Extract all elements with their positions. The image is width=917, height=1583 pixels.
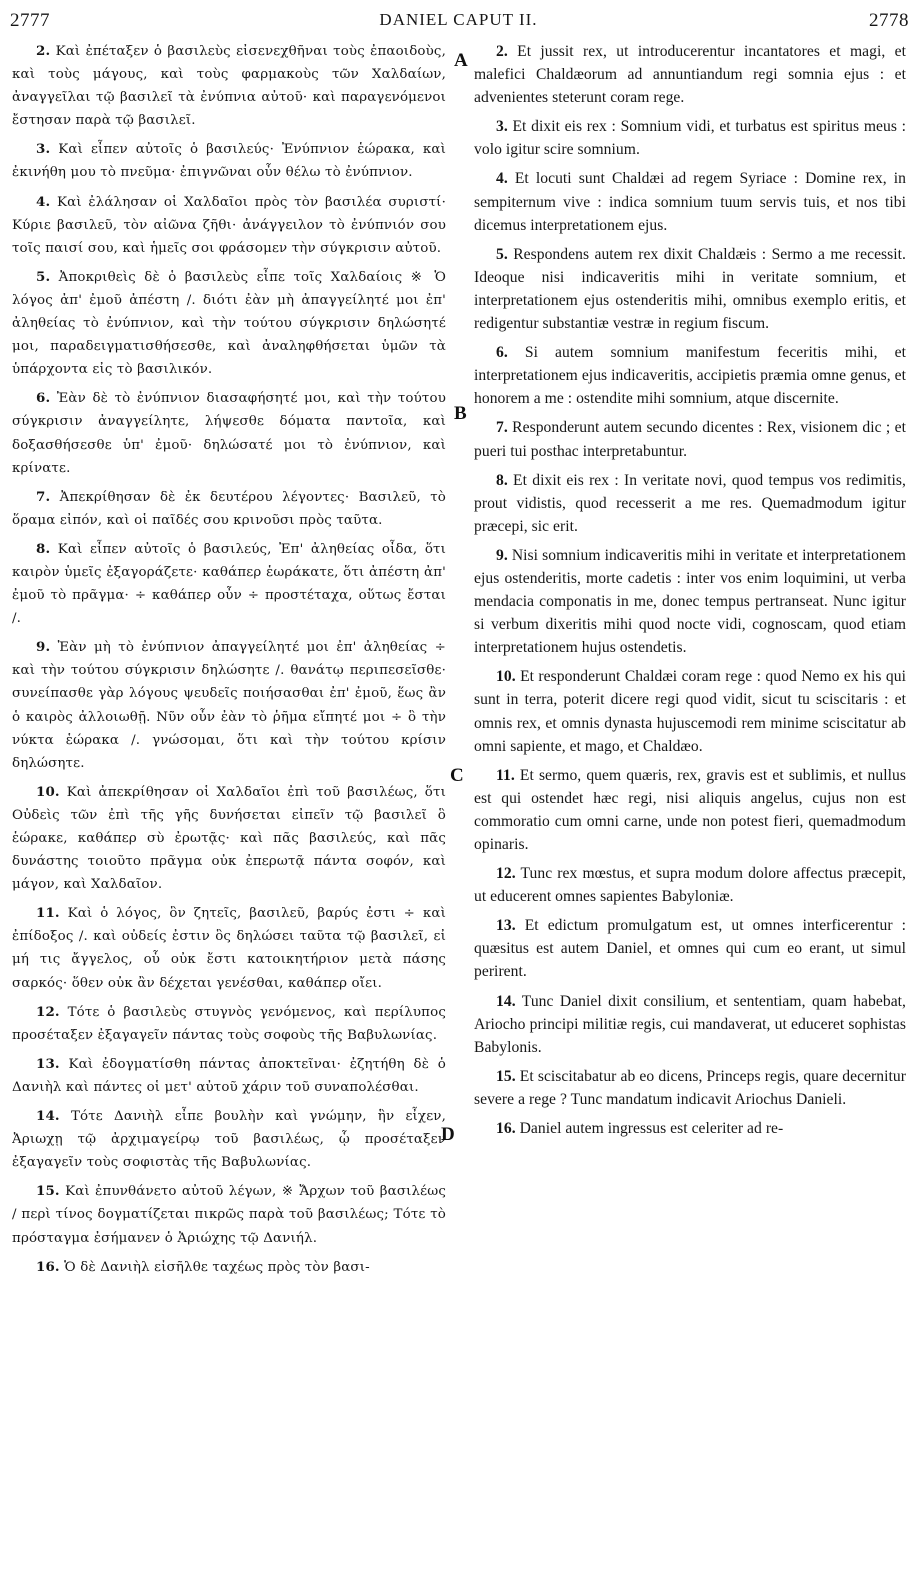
verse-text: Καὶ ἀπεκρίθησαν οἱ Χαλδαῖοι ἐπὶ τοῦ βασιλέως, ὅτι Οὐδεὶς τῶν ἐπὶ τῆς γῆς δυνήσεται εἰπεῖν τῷ βασιλεῖ ὃ ἑώρακε, καθάπερ σὺ ἐρωτᾷς· καὶ πᾶς βασιλεύς, καὶ πᾶς δυνάστης τοιοῦτο πρᾶγμα οὐκ ἐπερωτᾷ πάντα σοφόν, καὶ μάγον, καὶ Χαλδαῖον. <box>12 784 446 893</box>
verse-text: Et sermo, quem quæris, rex, gravis est et sublimis, et nullus est qui ostendet hæc regi, nisi aliquis angelus, cujus non est commoratio cum omni carne, unde non potest fieri, quemadmodum opinaris. <box>474 766 906 853</box>
verse-number: 11. <box>496 766 515 784</box>
verse-text: Et jussit rex, ut introducerentur incantatores et magi, et malefici Chaldæorum ad annuntiandum regi somnia ejus : et advenientes steterunt coram rege. <box>474 43 906 107</box>
latin-verse <box>474 416 906 462</box>
verse-text: Ἐὰν μὴ τὸ ἐνύπνιον ἀπαγγείλητέ μοι ἐπ' ἀληθείας ÷ καὶ τὴν τούτου σύγκρισιν δηλώσητε /. θανάτῳ περιπεσεῖσθε· συνείπασθε γὰρ λόγους ψευδεῖς ποιήσασθαι ἐπ' ἐμοῦ, ἕως ἂν ὁ καιρὸς ἀλλοιωθῇ. Νῦν οὖν ἐὰν τὸ ῥῆμα εἴπητέ μοι ÷ ὃ τὴν νύκτα ἑώρακα /. γνώσομαι, ὅτι καὶ τὴν τούτου κρίσιν δηλώσητε. <box>12 640 446 771</box>
latin-verse <box>474 341 906 410</box>
verse-number: 14. <box>36 1108 60 1125</box>
verse-number: 4. <box>36 193 51 210</box>
greek-verse <box>12 1053 446 1099</box>
verse-text: Καὶ ἐλάλησαν οἱ Χαλδαῖοι πρὸς τὸν βασιλέα συριστί· Κύριε βασιλεῦ, τὸν αἰῶνα ζῆθι· ἀνάγγειλον τὸ ἐνύπνιόν σου τοῖς παισί σου, καὶ ἡμεῖς σοι φράσομεν τὴν σύγκρισιν αὐτοῦ. <box>12 194 446 256</box>
margin-letter-b: B <box>454 403 467 424</box>
verse-number: 16. <box>496 1120 516 1138</box>
verse-text: Et responderunt Chaldæi coram rege : quod Nemo ex his qui sunt in terra, poterit dicere regi quod vidit, sicut tu sciscitaris : et omnis rex, et omnis dynasta hujuscemodi rem minime sciscitatur ab omni sapiente, et mago, et Chaldæo. <box>474 668 906 755</box>
verse-number: 8. <box>36 540 51 557</box>
greek-verse <box>12 486 446 532</box>
verse-text: Ὁ δὲ Δανιὴλ εἰσῆλθε ταχέως πρὸς τὸν βασι- <box>64 1259 370 1275</box>
verse-number: 15. <box>496 1067 516 1085</box>
greek-verse <box>12 1105 446 1174</box>
verse-text: Daniel autem ingressus est celeriter ad re- <box>519 1120 784 1138</box>
verse-text: Et edictum promulgatum est, ut omnes interficerentur : quæsitus est autem Daniel, et omnes qui cum eo erant, ut simul perirent. <box>474 917 906 981</box>
greek-verse <box>12 191 446 260</box>
latin-verse <box>474 469 906 538</box>
verse-number: 7. <box>36 488 51 505</box>
verse-number: 4. <box>496 170 508 188</box>
verse-text: Τότε Δανιὴλ εἶπε βουλὴν καὶ γνώμην, ἣν εἶχεν, Ἀριωχῃ τῷ ἀρχιμαγείρῳ τοῦ βασιλέως, ᾧ προσέταξεν ἐξαγαγεῖν τοὺς σοφιστὰς τῆς Βαβυλωνίας. <box>12 1109 446 1171</box>
greek-verse <box>12 266 446 381</box>
verse-text: Καὶ ἐδογματίσθη πάντας ἀποκτεῖναι· ἐζητήθη δὲ ὁ Δανιὴλ καὶ πάντες οἱ μετ' αὐτοῦ χάριν τοῦ συναπολέσθαι. <box>12 1056 446 1095</box>
verse-text: Καὶ εἶπεν αὐτοῖς ὁ βασιλεύς· Ἐνύπνιον ἑώρακα, καὶ ἐκινήθη μου τὸ πνεῦμα· ἐπιγνῶναι οὖν θέλω τὸ ἐνύπνιον. <box>12 142 446 181</box>
latin-verse <box>474 1117 906 1140</box>
latin-verse <box>474 665 906 757</box>
latin-verse <box>474 862 906 908</box>
greek-verse <box>12 1180 446 1249</box>
latin-verse <box>474 990 906 1059</box>
greek-verse <box>12 902 446 994</box>
verse-number: 13. <box>36 1055 60 1072</box>
verse-text: Et sciscitabatur ab eo dicens, Princeps regis, quare decernitur severe a rege ? Tunc mandatum indicavit Ariochus Danieli. <box>474 1067 906 1108</box>
running-title: DANIEL CAPUT II. <box>379 10 538 29</box>
latin-verse <box>474 115 906 161</box>
verse-number: 14. <box>496 992 516 1010</box>
verse-number: 6. <box>36 390 51 407</box>
verse-number: 8. <box>496 471 508 489</box>
verse-text: Ἀποκριθεὶς δὲ ὁ βασιλεὺς εἶπε τοῖς Χαλδαίοις ※ Ὁ λόγος ἀπ' ἐμοῦ ἀπέστη /. διότι ἐὰν μὴ ἀπαγγείλητέ μοι ἐπ' ἀληθείας τὸ ἐνύπνιον, καὶ τὴν τούτου σύγκρισιν δηλώσητέ μοι, παραδειγματισθήσεσθε, καὶ ἀναληφθήσεται ὑμῶν τὰ ὑπάρχοντα εἰς τὸ βασιλικόν. <box>12 269 446 378</box>
latin-column <box>474 40 906 1580</box>
latin-verse <box>474 243 906 335</box>
verse-text: Respondens autem rex dixit Chaldæis : Sermo a me recessit. Ideoque nisi indicaveritis mihi in veritate somnium, et interpretationem ejus ostenderitis mihi, omnibus exemplo eritis, et redigentur substantiæ vestræ in regium fiscum. <box>474 245 906 333</box>
verse-text: Καὶ ἐπέταξεν ὁ βασιλεὺς εἰσενεχθῆναι τοὺς ἐπαοιδοὺς, καὶ τοὺς μάγους, καὶ τοὺς φαρμακοὺς τῶν Χαλδαίων, ἀναγγεῖλαι τῷ βασιλεῖ τὰ ἐνύπνια αὐτοῦ· καὶ παραγενόμενοι ἔστησαν παρὰ τῷ βασιλεῖ. <box>12 44 446 129</box>
verse-number: 9. <box>36 639 51 656</box>
verse-text: Καὶ ὁ λόγος, ὃν ζητεῖς, βασιλεῦ, βαρύς ἐστι ÷ καὶ ἐπίδοξος /. καὶ οὐδείς ἐστιν ὃς δηλώσει ταῦτα τῷ βασιλεῖ, εἰ μή τις ἄγγελος, οὗ οὐκ ἔστι κατοικητήριον μετὰ πάσης σαρκός· ὅθεν οὐκ ἂν δέχεται γενέσθαι, καθάπερ οἴει. <box>12 906 446 991</box>
latin-verse <box>474 40 906 109</box>
page-header <box>0 6 917 34</box>
verse-number: 10. <box>36 783 60 800</box>
left-page-number: 2777 <box>10 10 50 31</box>
verse-number: 12. <box>36 1003 60 1020</box>
latin-verse <box>474 764 906 856</box>
verse-text: Tunc rex mœstus, et supra modum dolore affectus præcepit, ut educerent omnes sapientes Babyloniæ. <box>474 865 906 906</box>
margin-letter-a: A <box>454 50 468 71</box>
verse-text: Et locuti sunt Chaldæi ad regem Syriace : Domine rex, in sempiternum vive : indica somnium tuum servis tuis, et nos tibi dicemus interpretationem ejus. <box>474 170 906 234</box>
verse-number: 12. <box>496 865 516 883</box>
verse-number: 11. <box>36 905 60 922</box>
latin-verse <box>474 544 906 659</box>
greek-verse <box>12 387 446 479</box>
margin-letter-d: D <box>441 1124 455 1145</box>
greek-verse <box>12 781 446 896</box>
verse-text: Καὶ ἐπυνθάνετο αὐτοῦ λέγων, ※ Ἄρχων τοῦ βασιλέως / περὶ τίνος δογματίζεται πικρῶς παρὰ τοῦ βασιλέως; Τότε τὸ πρόσταγμα ἐσήμανεν ὁ Ἀριώχης τῷ Δανιήλ. <box>12 1184 446 1246</box>
verse-text: Responderunt autem secundo dicentes : Rex, visionem dic ; et pueri tui posthac interpretabuntur. <box>474 419 906 460</box>
latin-verse <box>474 914 906 983</box>
verse-number: 2. <box>36 43 51 59</box>
verse-number: 5. <box>496 245 508 263</box>
verse-number: 3. <box>496 118 508 136</box>
latin-verse <box>474 1065 906 1111</box>
verse-text: Tunc Daniel dixit consilium, et sententiam, quam habebat, Ariocho principi militiæ regis, cui mandaverat, ut educeret sophistas Babylonis. <box>474 992 906 1056</box>
verse-number: 6. <box>496 344 508 362</box>
greek-verse <box>12 1001 446 1047</box>
verse-number: 3. <box>36 141 51 158</box>
margin-letter-c: C <box>450 765 464 786</box>
verse-number: 10. <box>496 668 516 686</box>
verse-text: Καὶ εἶπεν αὐτοῖς ὁ βασιλεύς, Ἐπ' ἀληθείας οἶδα, ὅτι καιρὸν ὑμεῖς ἐξαγοράζετε· καθάπερ ἑωράκατε, ὅτι ἀπέστη ἀπ' ἐμοῦ τὸ πρᾶγμα· ÷ καθάπερ οὖν ÷ προστέταχα, οὕτως ἔσται /. <box>12 541 446 627</box>
verse-number: 9. <box>496 546 508 564</box>
verse-number: 16. <box>36 1258 60 1275</box>
right-page-number: 2778 <box>869 10 909 31</box>
verse-text: Nisi somnium indicaveritis mihi in veritate et interpretationem ejus ostenderitis, morte cadetis : inter vos enim loquimini, ut verba mendacia componatis in me, donec tempus pertranseat. Nunc igitur si verbum dixeritis mihi quod nocte vidi, cognoscam, quod etiam interpretationem hujus ostendetis. <box>474 546 906 657</box>
greek-verse <box>12 138 446 184</box>
greek-column <box>12 40 446 1580</box>
verse-text: Et dixit eis rex : Somnium vidi, et turbatus est spiritus meus : volo igitur scire somnium. <box>474 118 906 159</box>
verse-number: 13. <box>496 917 516 935</box>
verse-text: Ἐὰν δὲ τὸ ἐνύπνιον διασαφήσητέ μοι, καὶ τὴν τούτου σύγκρισιν ἀναγγείλητε, λήψεσθε δόματα παντοῖα, καὶ δοξασθήσεσθε ὑπ' ἐμοῦ· δηλώσατέ μοι τὸ ἐνύπνιον, καὶ κρίνατε. <box>12 391 446 476</box>
verse-text: Τότε ὁ βασιλεὺς στυγνὸς γενόμενος, καὶ περίλυπος προσέταξεν ἐξαγαγεῖν πάντας τοὺς σοφοὺς τῆς Βαβυλωνίας. <box>12 1004 446 1043</box>
verse-text: Et dixit eis rex : In veritate novi, quod tempus vos redimitis, prout vidistis, quod recesserit a me res. Quemadmodum igitur præcepi, sic erit. <box>474 471 906 535</box>
verse-number: 5. <box>36 268 51 285</box>
verse-number: 15. <box>36 1183 60 1200</box>
verse-number: 2. <box>496 43 508 60</box>
greek-verse <box>12 636 446 775</box>
verse-text: Si autem somnium manifestum feceritis mihi, et interpretationem ejus indicaveritis, accipietis præmia omne genus, et honorem a me : ostendite mihi somnium, atque discernite. <box>474 344 906 408</box>
latin-verse <box>474 167 906 236</box>
verse-text: Ἀπεκρίθησαν δὲ ἐκ δευτέρου λέγοντες· Βασιλεῦ, τὸ ὅραμα εἰπόν, καὶ οἱ παῖδές σου κρινοῦσι πρὸς ταῦτα. <box>12 489 446 528</box>
verse-number: 7. <box>496 419 508 437</box>
greek-verse <box>12 1256 446 1279</box>
greek-verse <box>12 40 446 132</box>
greek-verse <box>12 538 446 630</box>
